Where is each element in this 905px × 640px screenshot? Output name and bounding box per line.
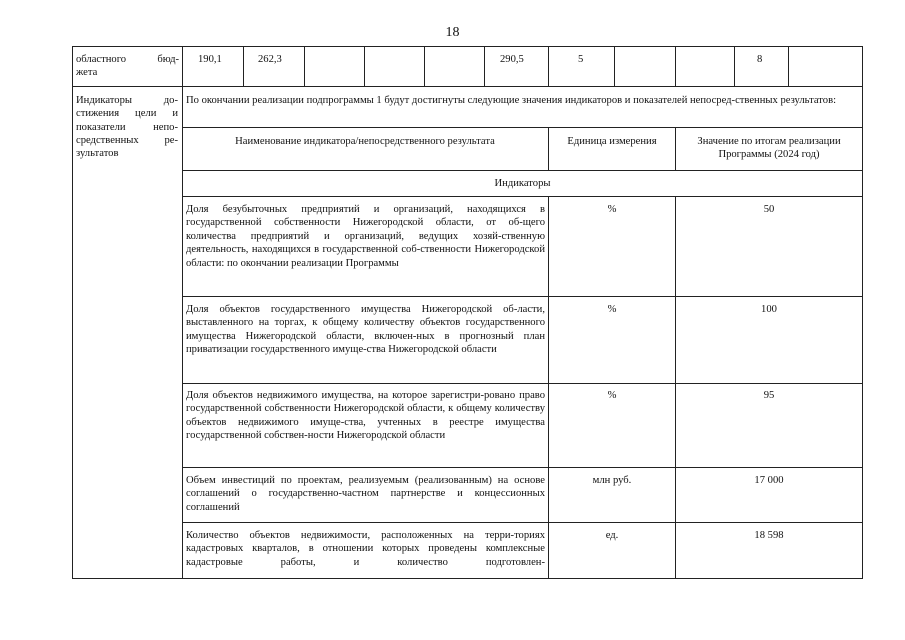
indicator-unit: % <box>607 390 617 401</box>
indicator-value: 17 000 <box>754 475 784 486</box>
indicator-unit: млн руб. <box>592 475 632 486</box>
budget-label-line2: жета <box>76 67 98 78</box>
section-label: Индикаторы до-стижения цели и показатели непо-средственных ре-зультатов <box>76 95 178 160</box>
indicator-name: Объем инвестиций по проектам, реализуемым (реализованным) на основе соглашений о государственно-частном партнерстве и концессионных соглашений <box>186 475 545 513</box>
indicator-name: Доля безубыточных предприятий и организаций, находящихся в государственной собственности Нижегородской области, от об-щего количества предприятий и организаций, ведущих хозяй-ственную деятельность, находящихся в государственной соб-ственности Нижегородской области: по окончании реализации Программы <box>186 204 545 269</box>
indicator-unit: % <box>607 204 617 215</box>
indicator-unit: ед. <box>605 530 619 541</box>
section-intro: По окончании реализации подпрограммы 1 будут достигнуты следующие значения индикаторов и показателей непосред-ственных результатов: <box>186 95 837 106</box>
indicator-unit: % <box>607 304 617 315</box>
header-value: Значение по итогам реализации Программы (2024 год) <box>697 136 841 161</box>
indicator-name: Количество объектов недвижимости, расположенных на терри-ториях кадастровых кварталов, в отношении которых проведены комплексные кадастровые работы, и количество подготовлен- <box>186 530 545 568</box>
budget-label-line1: областного бюд- <box>76 54 179 65</box>
indicator-name: Доля объектов недвижимого имущества, на которое зарегистри-ровано право государственной собственности Нижегородской области, к общему количеству объектов недвижимого имуще-ства, учтенных в реестре имущества государственной собствен-ности Нижегородской области <box>186 390 545 442</box>
budget-cell: 262,3 <box>258 54 282 65</box>
indicator-value: 50 <box>763 204 775 215</box>
group-title: Индикаторы <box>494 178 551 189</box>
budget-cell: 190,1 <box>198 54 222 65</box>
indicator-value: 18 598 <box>754 530 784 541</box>
indicator-value: 100 <box>761 304 777 315</box>
indicator-name: Доля объектов государственного имущества Нижегородской об-ласти, выставленного на торгах, к общему количеству объектов государственного имущества Нижегородской области, включен-ных в прогнозный план приватизации государственного имуще-ства Нижегородской области <box>186 304 545 356</box>
budget-cell: 290,5 <box>500 54 524 65</box>
budget-cell: 8 <box>757 54 763 65</box>
header-unit: Единица измерения <box>567 136 657 147</box>
budget-cell: 5 <box>578 54 584 65</box>
page-number: 18 <box>445 25 460 40</box>
indicator-value: 95 <box>763 390 775 401</box>
header-name: Наименование индикатора/непосредственного результата <box>235 136 495 147</box>
